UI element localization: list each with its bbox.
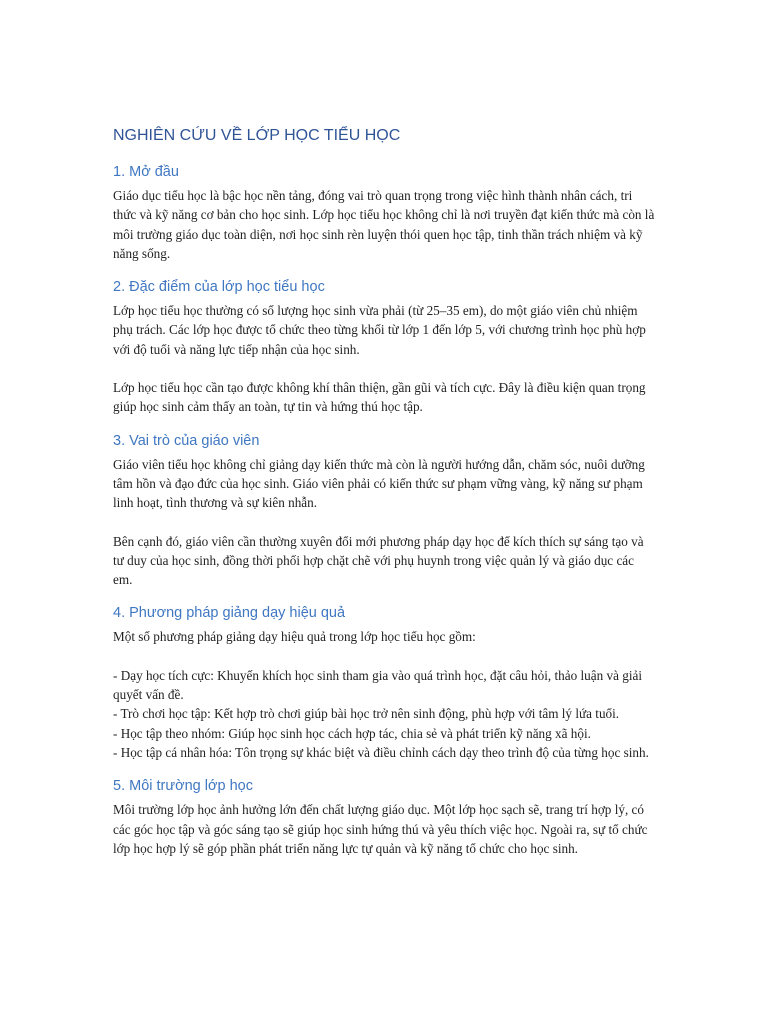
section-heading: 2. Đặc điểm của lớp học tiểu học (113, 279, 325, 296)
section-heading: 4. Phương pháp giảng dạy hiệu quả (113, 605, 346, 622)
document-title: NGHIÊN CỨU VỀ LỚP HỌC TIỂU HỌC (113, 127, 401, 144)
paragraph: Một số phương pháp giảng dạy hiệu quả trong lớp học tiểu học gồm: (113, 629, 476, 645)
section-heading: 1. Mở đầu (113, 164, 179, 180)
section-classroom-environment (113, 776, 656, 858)
section-heading: 3. Vai trò của giáo viên (113, 432, 260, 449)
paragraph: Lớp học tiểu học thường có số lượng học sinh vừa phải (từ 25–35 em), do một giáo viên chủ nhiệm phụ trách. Các lớp học được tổ chức theo từng khối từ lớp 1 đến lớp 5, với chương trình học phù hợp với độ tuổi và năng lực tiếp nhận của học sinh. (113, 303, 646, 357)
list-item: - Dạy học tích cực: Khuyến khích học sinh tham gia vào quá trình học, đặt câu hỏi, thảo luận và giải quyết vấn đề. (113, 667, 643, 703)
paragraph: Lớp học tiểu học cần tạo được không khí thân thiện, gần gũi và tích cực. Đây là điều kiện quan trọng giúp học sinh cảm thấy an toàn, tự tin và hứng thú học tập. (113, 380, 646, 415)
section-introduction (113, 162, 656, 263)
paragraph: Bên cạnh đó, giáo viên cần thường xuyên đổi mới phương pháp dạy học để kích thích sự sáng tạo và tư duy của học sinh, đồng thời phối hợp chặt chẽ với phụ huynh trong việc quản lý và giáo dục các em. (113, 533, 644, 588)
paragraph: Giáo viên tiểu học không chỉ giảng dạy kiến thức mà còn là người hướng dẫn, chăm sóc, nuôi dưỡng tâm hồn và đạo đức của học sinh. Giáo viên phải có kiến thức sư phạm vững vàng, kỹ năng sư phạm linh hoạt, tình thương và sự kiên nhẫn. (113, 456, 645, 511)
paragraph: Giáo dục tiểu học là bậc học nền tảng, đóng vai trò quan trọng trong việc hình thành nhân cách, tri thức và kỹ năng cơ bản cho học sinh. Lớp học tiểu học không chỉ là nơi truyền đạt kiến thức mà còn là môi trường giáo dục toàn diện, nơi học sinh rèn luyện thói quen học tập, tinh thần trách nhiệm và kỹ năng sống. (113, 188, 655, 261)
list-item: - Học tập cá nhân hóa: Tôn trọng sự khác biệt và điều chỉnh cách dạy theo trình độ của từng học sinh. (113, 744, 649, 760)
section-teaching-methods (113, 603, 656, 762)
list-item: - Trò chơi học tập: Kết hợp trò chơi giúp bài học trở nên sinh động, phù hợp với tâm lý lứa tuổi. (113, 706, 620, 722)
paragraph: Môi trường lớp học ảnh hưởng lớn đến chất lượng giáo dục. Một lớp học sạch sẽ, trang trí hợp lý, có các góc học tập và góc sáng tạo sẽ giúp học sinh hứng thú và yêu thích việc học. Ngoài ra, sự tổ chức lớp học hợp lý sẽ góp phần phát triển năng lực tự quản và kỹ năng tổ chức cho học sinh. (113, 802, 648, 856)
section-characteristics (113, 277, 656, 416)
list-item: - Học tập theo nhóm: Giúp học sinh học cách hợp tác, chia sẻ và phát triển kỹ năng xã hội. (113, 725, 591, 741)
methods-list (113, 666, 656, 762)
section-heading: 5. Môi trường lớp học (113, 778, 253, 795)
section-teacher-role (113, 431, 656, 590)
